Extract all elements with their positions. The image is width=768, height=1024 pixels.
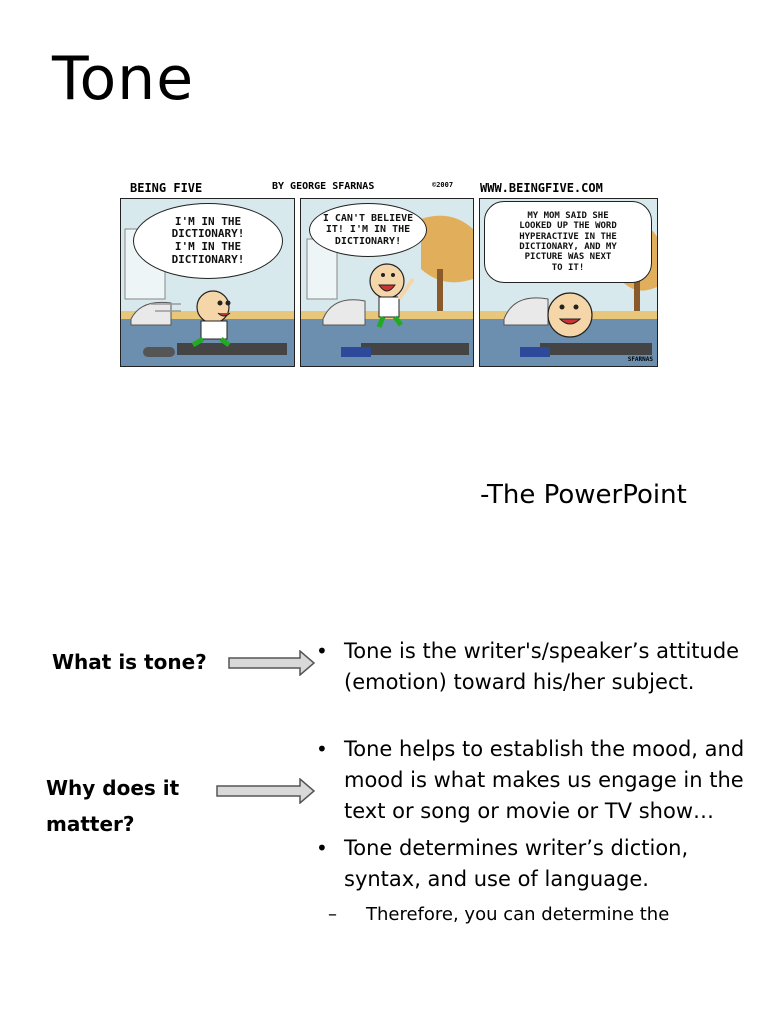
comic-signature: SFARNAS (627, 356, 653, 363)
arrow-right-icon (216, 778, 316, 804)
arrow-right-icon (228, 650, 316, 676)
bullet-tone-mood: • Tone helps to establish the mood, and mood is what makes us engage in the text or song or movie or TV show… (316, 734, 756, 827)
sub-bullet-therefore: – Therefore, you can determine the (316, 901, 756, 929)
comic-author: BY GEORGE SFARNAS (272, 181, 375, 192)
speech-bubble-2: I CAN'T BELIEVE IT! I'M IN THE DICTIONARY! (309, 203, 427, 257)
comic-site: WWW.BEINGFIVE.COM (480, 181, 603, 195)
comic-panel-2 (300, 198, 474, 367)
question-why-does-it-matter: Why does it matter? (46, 776, 180, 836)
question-what-is-tone: What is tone? (52, 650, 207, 674)
bullet-list (316, 636, 756, 929)
slide-title: Tone (52, 44, 195, 114)
attribution: -The PowerPoint (480, 480, 687, 510)
speech-bubble-3: MY MOM SAID SHE LOOKED UP THE WORD HYPERACTIVE IN THE DICTIONARY, AND MY PICTURE WAS NEXT TO IT! (484, 201, 652, 283)
bullet-tone-definition: • Tone is the writer's/speaker’s attitude (emotion) toward his/her subject. (316, 636, 756, 698)
speech-bubble-1: I'M IN THE DICTIONARY! I'M IN THE DICTIONARY! (133, 203, 283, 279)
comic-panel-3 (479, 198, 658, 367)
comic-header (120, 180, 656, 198)
comic-panel-1 (120, 198, 295, 367)
comic-title: BEING FIVE (130, 181, 203, 195)
comic-year: ©2007 (432, 181, 454, 189)
bullet-tone-diction: • Tone determines writer’s diction, syntax, and use of language. (316, 833, 756, 895)
comic-strip (120, 180, 656, 368)
